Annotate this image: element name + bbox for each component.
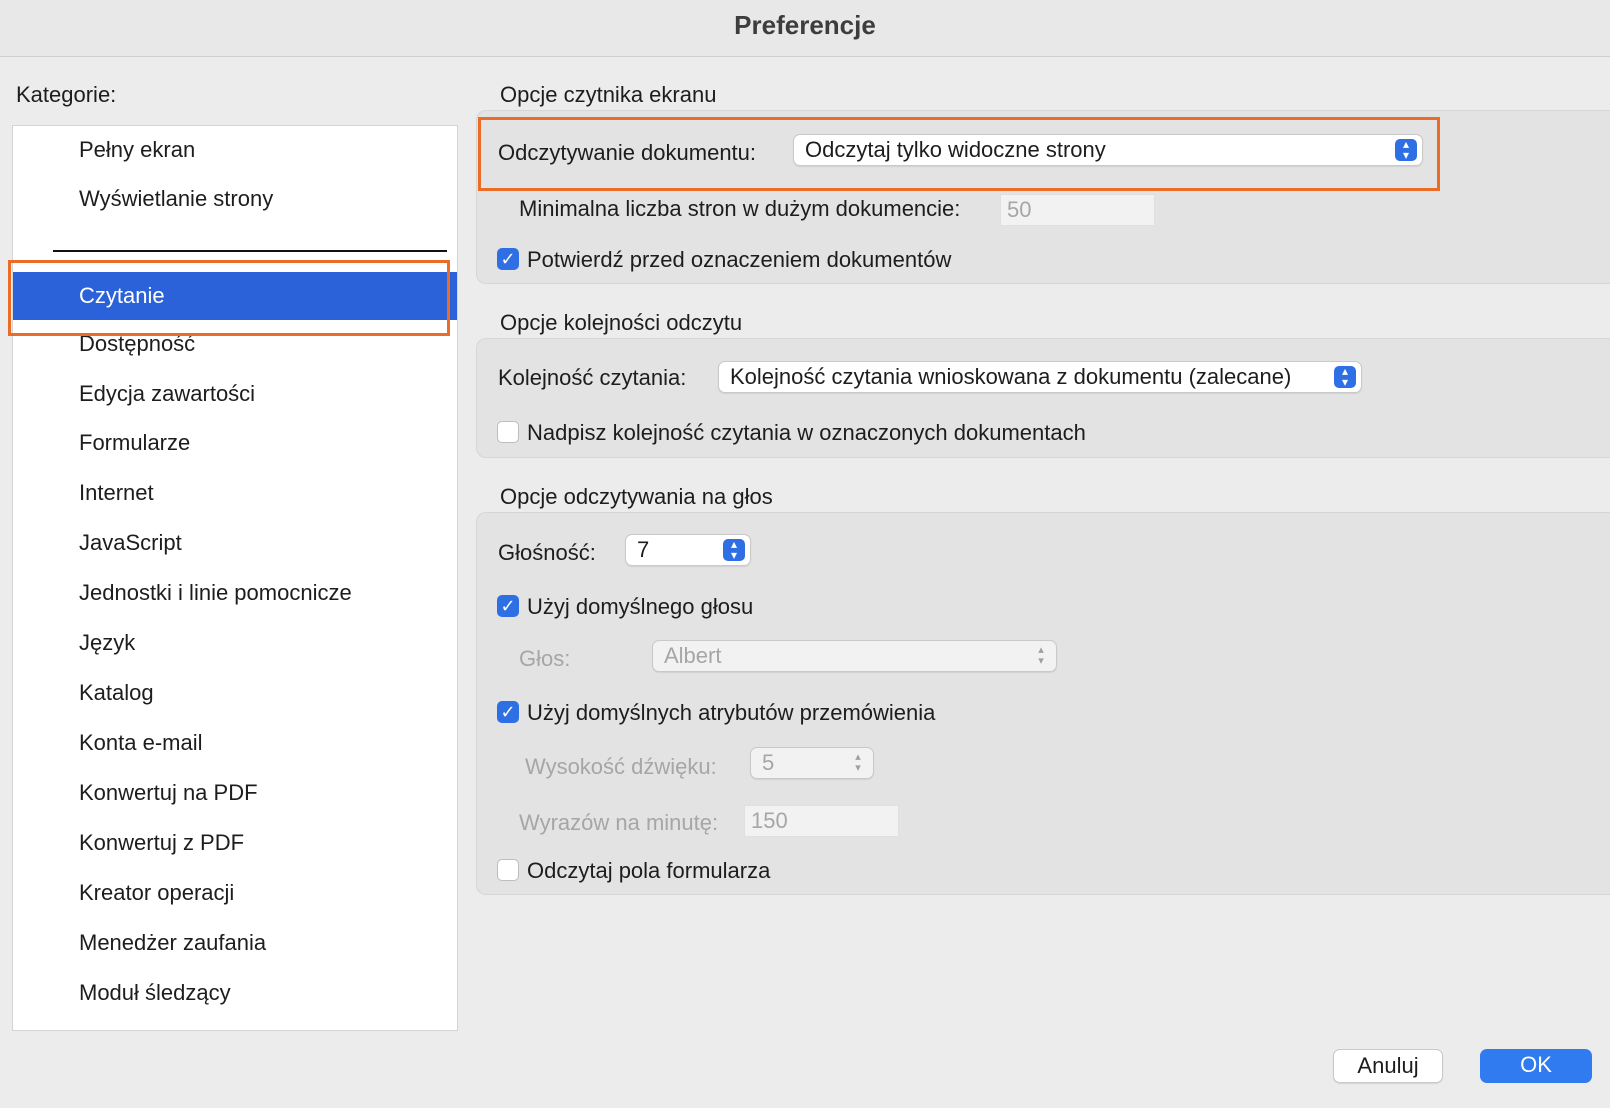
min-pages-label: Minimalna liczba stron w dużym dokumencie: [519, 196, 961, 221]
category-item-language[interactable]: Język [79, 630, 136, 655]
categories-heading: Kategorie: [16, 82, 117, 107]
category-item-units-guides[interactable]: Jednostki i linie pomocnicze [79, 580, 352, 605]
category-item-full-screen[interactable]: Pełny ekran [79, 137, 196, 162]
override-reading-order-checkbox[interactable] [497, 421, 519, 443]
volume-select[interactable] [625, 534, 751, 566]
read-form-fields-checkbox[interactable] [497, 859, 519, 881]
category-item-action-wizard[interactable]: Kreator operacji [79, 880, 235, 905]
reading-order-label: Kolejność czytania: [498, 365, 687, 390]
reading-order-heading: Opcje kolejności odczytu [500, 310, 743, 335]
words-per-minute-field[interactable]: 150 [744, 805, 899, 837]
up-down-chevron-icon: ▴ ▾ [1334, 366, 1356, 388]
screen-reader-heading: Opcje czytnika ekranu [500, 82, 717, 107]
reading-order-select[interactable] [718, 361, 1362, 393]
pitch-value: 5 [762, 750, 775, 775]
pitch-select[interactable] [750, 747, 874, 779]
category-item-reading[interactable]: Czytanie [13, 272, 457, 320]
document-reading-value: Odczytaj tylko widoczne strony [805, 137, 1106, 162]
checkmark-icon: ✓ [500, 702, 516, 722]
window-title: Preferencje [734, 10, 876, 40]
volume-label: Głośność: [498, 540, 596, 565]
category-item-email-accounts[interactable]: Konta e-mail [79, 730, 203, 755]
confirm-before-tagging-label: Potwierdź przed oznaczeniem dokumentów [527, 247, 952, 272]
ok-button[interactable]: OK [1480, 1049, 1592, 1083]
override-reading-order-label: Nadpisz kolejność czytania w oznaczonych dokumentach [527, 420, 1086, 445]
default-speech-attributes-label: Użyj domyślnych atrybutów przemówienia [527, 700, 936, 725]
category-list [12, 125, 458, 1031]
checkmark-icon: ✓ [500, 596, 516, 616]
category-item-accessibility[interactable]: Dostępność [79, 331, 196, 356]
category-item-trust-manager[interactable]: Menedżer zaufania [79, 930, 267, 955]
cancel-button[interactable]: Anuluj [1333, 1049, 1443, 1083]
category-item-convert-to-pdf[interactable]: Konwertuj na PDF [79, 780, 258, 805]
category-item-forms[interactable]: Formularze [79, 430, 191, 455]
category-item-convert-from-pdf[interactable]: Konwertuj z PDF [79, 830, 245, 855]
category-item-content-editing[interactable]: Edycja zawartości [79, 381, 256, 406]
document-reading-label: Odczytywanie dokumentu: [498, 140, 757, 165]
words-per-minute-label: Wyrazów na minutę: [519, 810, 719, 835]
category-item-javascript[interactable]: JavaScript [79, 530, 182, 555]
category-item-tracker[interactable]: Moduł śledzący [79, 980, 231, 1005]
up-down-chevron-icon: ▴ ▾ [1395, 139, 1417, 161]
up-down-chevron-icon: ▴ ▾ [723, 539, 745, 561]
category-item-internet[interactable]: Internet [79, 480, 154, 505]
default-speech-attributes-checkbox[interactable] [497, 701, 519, 723]
read-aloud-heading: Opcje odczytywania na głos [500, 484, 773, 509]
up-down-chevron-icon: ▴ ▾ [1038, 644, 1044, 667]
reading-order-value: Kolejność czytania wnioskowana z dokumentu (zalecane) [730, 364, 1292, 389]
default-voice-label: Użyj domyślnego głosu [527, 594, 754, 619]
checkmark-icon: ✓ [500, 249, 516, 269]
default-voice-checkbox[interactable] [497, 595, 519, 617]
read-form-fields-label: Odczytaj pola formularza [527, 858, 771, 883]
pitch-label: Wysokość dźwięku: [525, 754, 717, 779]
voice-value: Albert [664, 643, 722, 668]
category-separator [53, 250, 447, 252]
title-bar [0, 0, 1610, 57]
volume-value: 7 [637, 537, 650, 562]
document-reading-select[interactable] [793, 134, 1423, 166]
up-down-chevron-icon: ▴ ▾ [855, 751, 861, 774]
voice-select[interactable] [652, 640, 1057, 672]
category-item-page-display[interactable]: Wyświetlanie strony [79, 186, 274, 211]
confirm-before-tagging-checkbox[interactable] [497, 248, 519, 270]
category-item-catalog[interactable]: Katalog [79, 680, 154, 705]
min-pages-field[interactable]: 50 [1000, 194, 1155, 226]
voice-label: Głos: [519, 646, 571, 671]
